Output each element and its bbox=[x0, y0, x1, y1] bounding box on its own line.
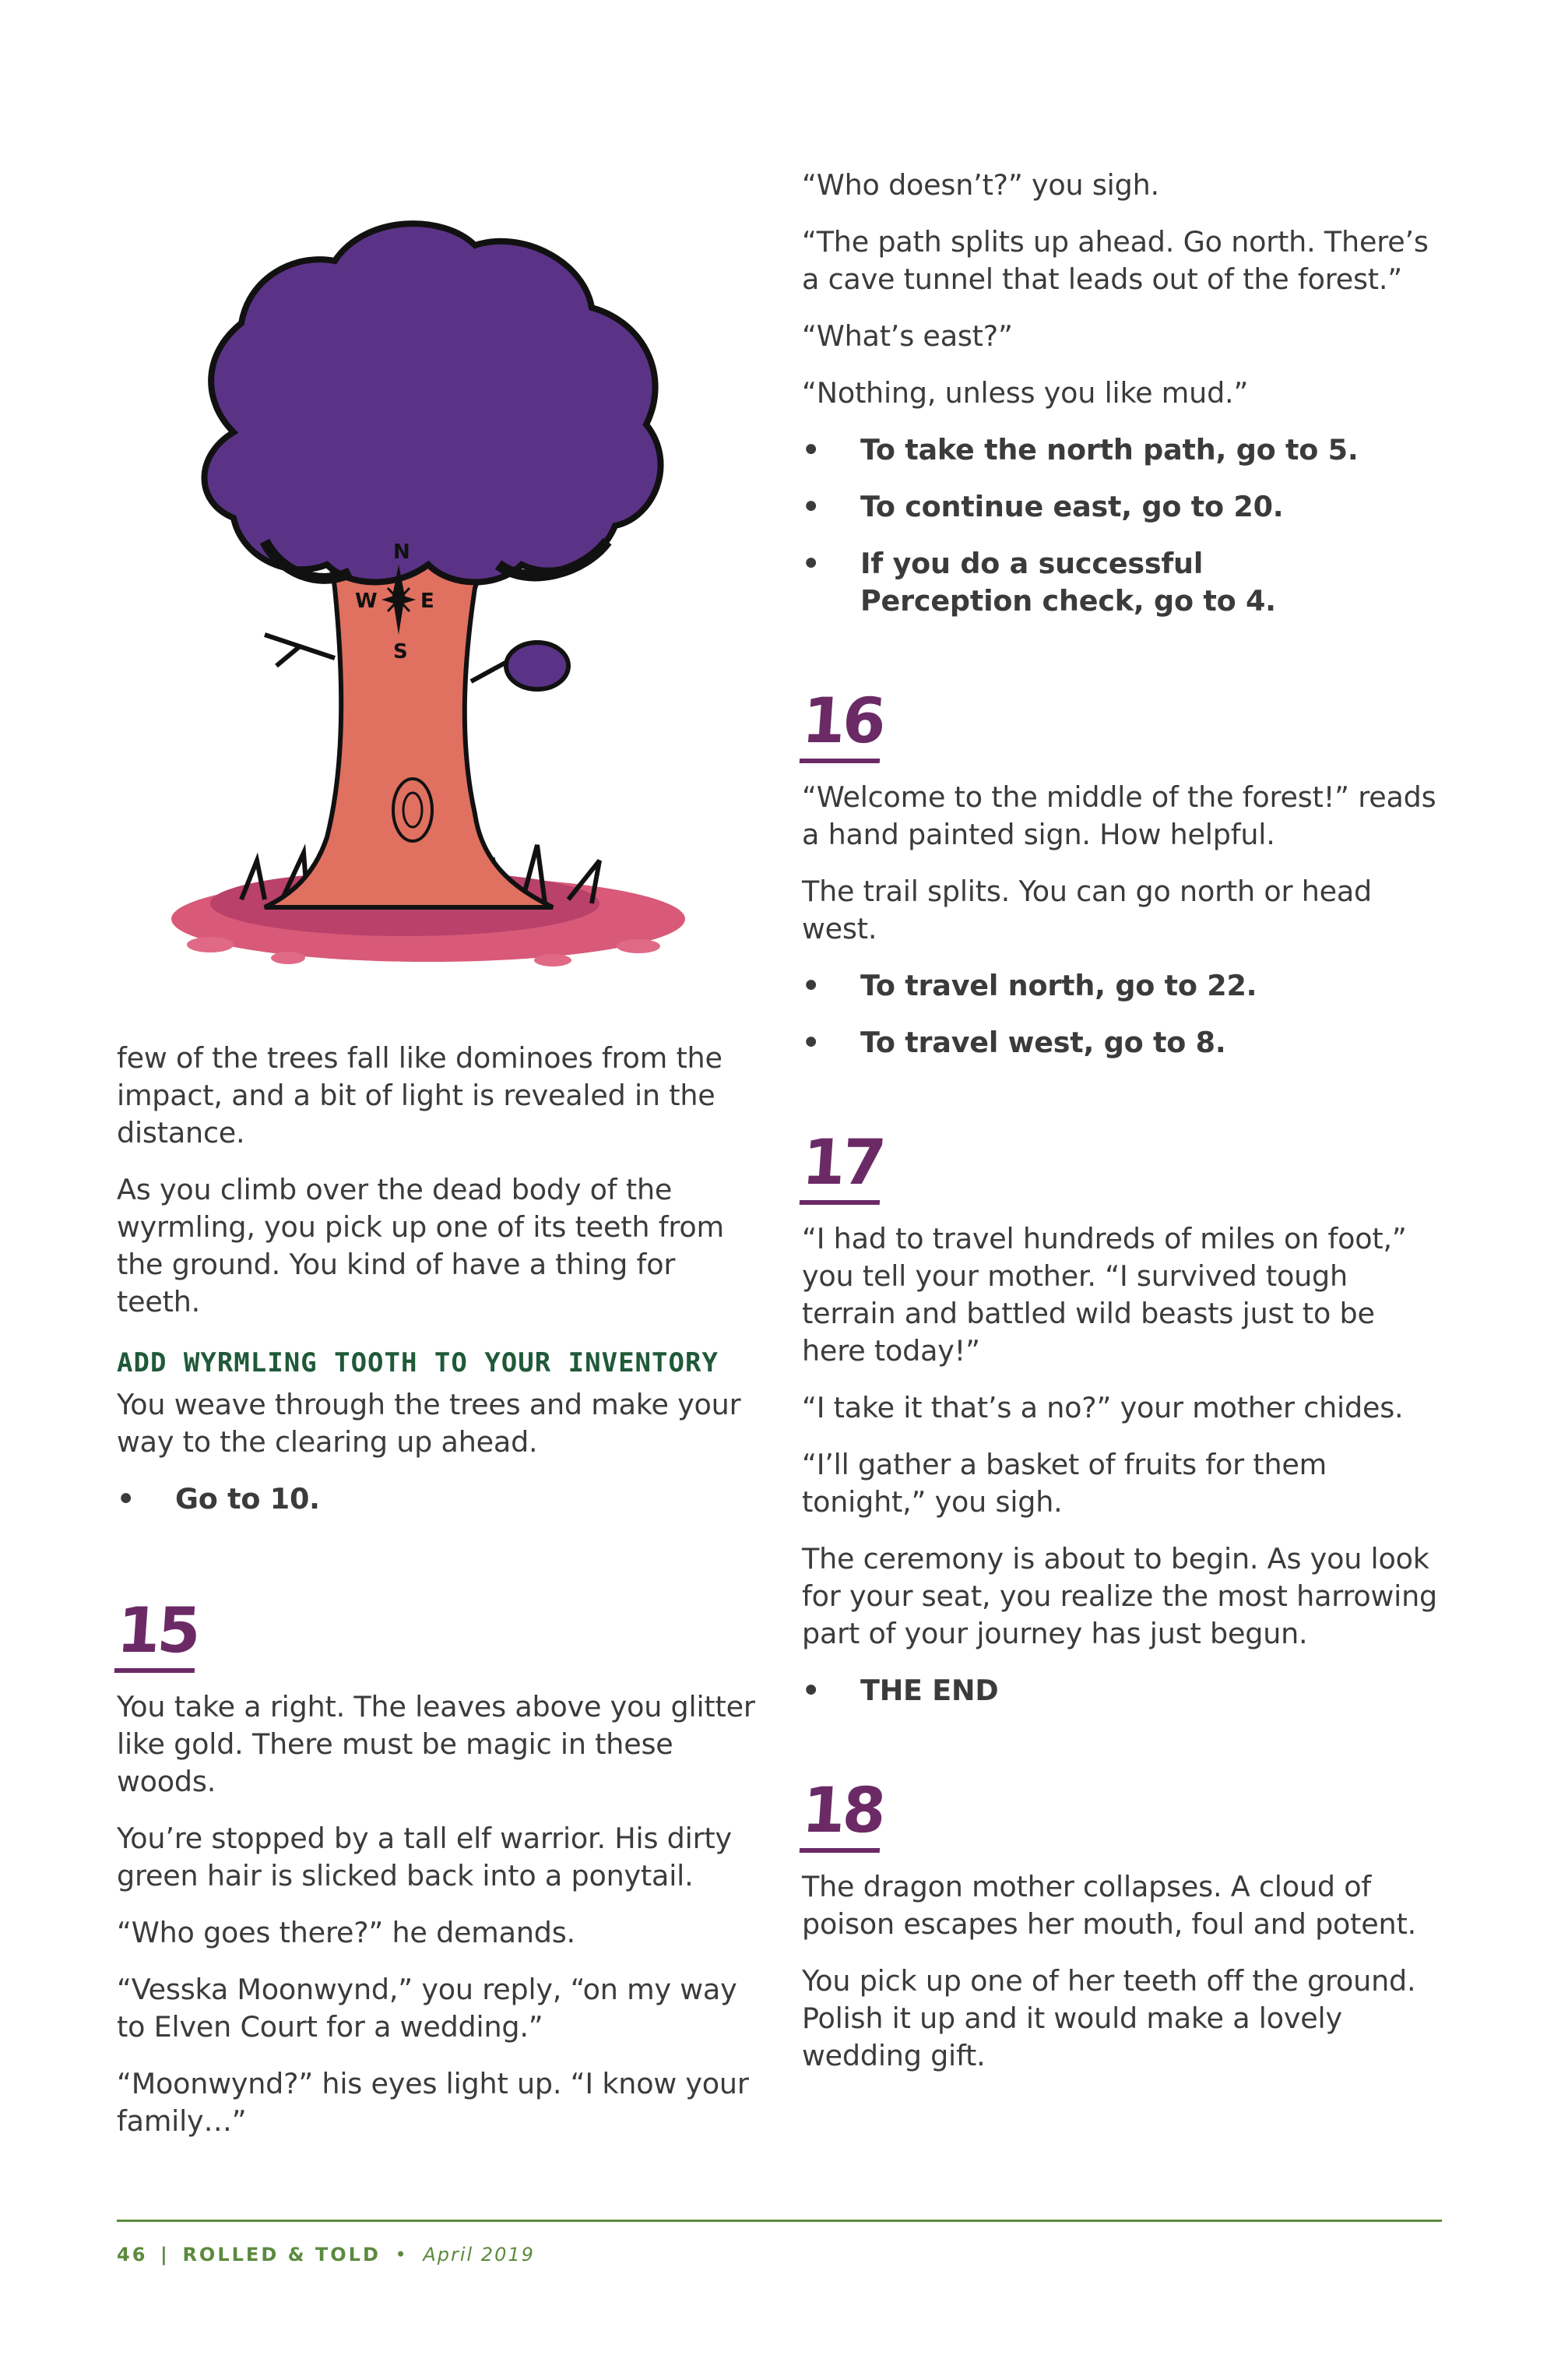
right-column bbox=[802, 167, 1440, 2094]
compass-e-label: E bbox=[420, 590, 434, 613]
paragraph: You weave through the trees and make your way to the clearing up ahead. bbox=[117, 1388, 741, 1459]
option-go-to-4[interactable]: • If you do a successful Perception check, go to 4. bbox=[802, 545, 1440, 620]
paragraph: few of the trees fall like dominoes from the impact, and a bit of light is revealed in the distance. bbox=[117, 1041, 723, 1150]
paragraph: As you climb over the dead body of the wyrmling, you pick up one of its teeth from the ground. You kind of have a thing for teeth. bbox=[117, 1173, 724, 1319]
inventory-note: ADD WYRMLING TOOTH TO YOUR INVENTORY bbox=[117, 1347, 719, 1378]
paragraph: The dragon mother collapses. A cloud of poison escapes her mouth, foul and potent. bbox=[802, 1870, 1416, 1941]
compass-n-label: N bbox=[393, 540, 410, 564]
option-the-end: • THE END bbox=[802, 1672, 1440, 1709]
section-number-17: 17 bbox=[800, 1132, 885, 1205]
paragraph: You take a right. The leaves above you glitter like gold. There must be magic in these woods. bbox=[117, 1690, 755, 1798]
section-number-15: 15 bbox=[114, 1600, 200, 1673]
left-column bbox=[114, 1040, 755, 2160]
page-footer bbox=[117, 2243, 535, 2266]
magazine-name: ROLLED & TOLD bbox=[182, 2244, 381, 2266]
compass-w-label: W bbox=[355, 590, 378, 613]
page-number: 46 bbox=[117, 2244, 148, 2266]
footer-dot: • bbox=[395, 2244, 409, 2266]
option-go-to-8[interactable]: • To travel west, go to 8. bbox=[802, 1024, 1440, 1061]
section-number-16: 16 bbox=[800, 690, 885, 763]
paragraph: “What’s east?” bbox=[802, 319, 1013, 353]
paragraph: “Moonwynd?” his eyes light up. “I know your family…” bbox=[117, 2067, 749, 2138]
paragraph: “Who doesn’t?” you sigh. bbox=[802, 168, 1159, 202]
footer-divider bbox=[117, 2220, 1442, 2222]
paragraph: “Welcome to the middle of the forest!” reads a hand painted sign. How helpful. bbox=[802, 780, 1436, 851]
option-go-to-10[interactable]: • Go to 10. bbox=[117, 1480, 755, 1518]
tree-canopy bbox=[205, 224, 661, 582]
option-go-to-22[interactable]: • To travel north, go to 22. bbox=[802, 967, 1440, 1005]
option-go-to-5[interactable]: • To take the north path, go to 5. bbox=[802, 431, 1440, 469]
paragraph: The ceremony is about to begin. As you look for your seat, you realize the most harrowing part of your journey has just begun. bbox=[802, 1542, 1438, 1650]
paragraph: “I take it that’s a no?” your mother chides. bbox=[802, 1391, 1404, 1424]
paragraph: “I had to travel hundreds of miles on foot,” you tell your mother. “I survived tough terrain and battled wild beasts just to be here today!” bbox=[802, 1222, 1407, 1368]
issue-date: April 2019 bbox=[423, 2244, 535, 2266]
section-number-18: 18 bbox=[800, 1780, 885, 1853]
paragraph: “I’ll gather a basket of fruits for them tonight,” you sigh. bbox=[802, 1448, 1327, 1519]
paragraph: “Who goes there?” he demands. bbox=[117, 1916, 575, 1949]
paragraph: You pick up one of her teeth off the ground. Polish it up and it would make a lovely wedding gift. bbox=[802, 1964, 1416, 2072]
footer-separator: | bbox=[160, 2244, 170, 2266]
paragraph: The trail splits. You can go north or head west. bbox=[802, 875, 1373, 945]
paragraph: “The path splits up ahead. Go north. There’s a cave tunnel that leads out of the forest.” bbox=[802, 225, 1429, 296]
option-go-to-20[interactable]: • To continue east, go to 20. bbox=[802, 488, 1440, 526]
tree-compass-illustration bbox=[148, 199, 708, 977]
paragraph: You’re stopped by a tall elf warrior. His dirty green hair is slicked back into a ponytail. bbox=[117, 1822, 732, 1892]
paragraph: “Nothing, unless you like mud.” bbox=[802, 376, 1249, 410]
compass-s-label: S bbox=[393, 640, 408, 664]
paragraph: “Vesska Moonwynd,” you reply, “on my way to Elven Court for a wedding.” bbox=[117, 1973, 737, 2044]
